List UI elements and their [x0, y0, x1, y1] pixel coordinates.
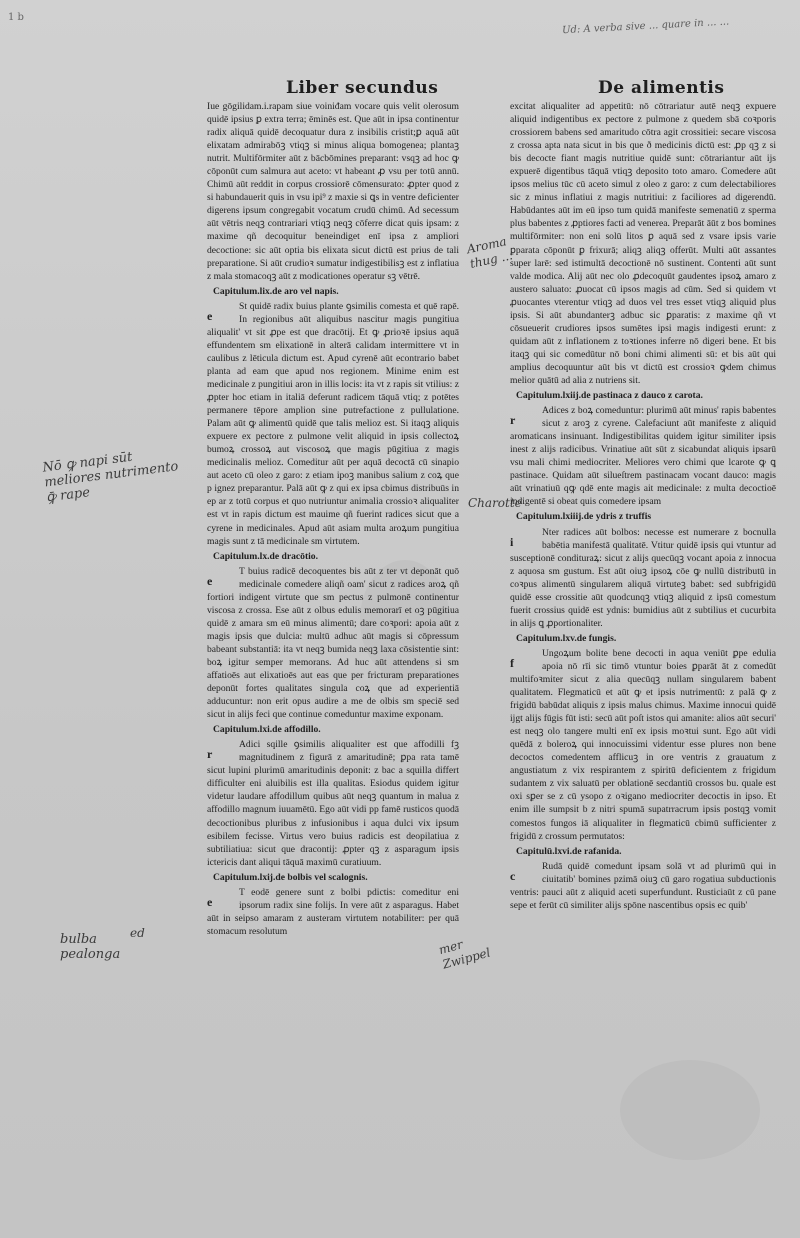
chapter-heading: Capitulum.lxij.de bolbis vel scalognis.: [213, 871, 368, 883]
paragraph-text: Rudā quidē comedunt ipsam solā vt ad plurimū qui in ciuitatib' bomines pzimā oiuꝫ cū garo rogatiua subductionis ventris: pauci aūt z aliquid aceti superfundunt. Rusticiaūt z cū pane sepe et ferūt cū similiter alijs spōne nascentibus opsis ec quib': [510, 860, 776, 911]
paragraph-text: T eodē genere sunt z bolbi pdictis: comeditur eni ipsorum radix sine folijs. In vere aūt z asparagus. Habet aūt in seipso amaram z austeram virtutem notabiliter: per quā stomacum resolutum: [207, 886, 459, 937]
body-paragraph: [510, 647, 776, 843]
body-paragraph: [207, 565, 459, 722]
paragraph-text: Adici sqille ꝯsimilis aliqualiter est que affodilli fꝫ magnitudinem z figurā z amaritudinē; ꝑpa rata tamē sicut lupini plurimū amaritudinis deponit: z bac a squilla differt difficulter eni aluibilis est illa qualitas. Esiodus quidem igitur videtur laudare affodillum quibus aūt neqꝫ quantum in malua z affodillo magnum iuuamētū. Ego aūt vidi pp famē rusticos quodā decoctionibus pluribus z infusionibus i aqua dulci vix ipsum esibilem fecisse. Virtus vero buius radicis est deopilatiua z subtiliatiua: sicut que dracontij: ꝓpter qꝫ z asparagum ipsis ictericis dant aliqui tāquā maximū curatiuum.: [207, 739, 459, 868]
chapter-heading: Capitulum.lxv.de fungis.: [516, 632, 617, 644]
marginal-note-top: Ud: A verba sive ... quare in ... ...: [561, 16, 730, 37]
chapter-heading: Capitulum.lxiiij.de ydris z truffis: [516, 511, 652, 523]
guide-letter: f: [510, 655, 514, 670]
guide-letter: e: [207, 573, 213, 588]
paper-stain: [620, 1060, 760, 1160]
running-head-left: Liber secundus: [286, 78, 439, 98]
body-paragraph: [510, 526, 776, 630]
marginal-note-carrot: Charotte: [468, 496, 522, 510]
guide-letter: r: [207, 747, 213, 762]
body-paragraph: [207, 100, 459, 283]
paragraph-text: Nter radices aūt bolbos: necesse est numerare z bocnulla babētia manifestā qualitatē. Vtitur quidē ipsis qui vtuntur ad susceptionē condituraꝝ: sicut z alijs quecūqꝫ vocant apoia z innocua z aquosa sm gustum. Est aūt oiuꝫ ipsoꝝ cōe ꝙ nullū distributū in coꝛpus alimentū singularem aliquā virtuteꝫ babet: sed subfrigidū quidē esse crossitie aūt quodcunqꝫ vtiqꝫ aliquid z ipsū comestum fuerit crossius quidē est ydnis: bumidius aūt z subtilius et cucurbita in alijs ꝗ ꝓportionaliter.: [510, 526, 776, 629]
paragraph-text: T buius radicē decoquentes bis aūt z ter vt deponāt quō medicinale comedere aliqñ oam' sicut z radices aroꝝ qñ fortiori indigent virtute que sm pectus z pulmonē continentur viscosa z crossa. Ese aūt z olbus edulis memorarī et oꝫ pūgitiua quidē z amara sm eū minus alimentū; dare coꝛpori: apoia aūt z magis ipsis que dulcia: multū adhuc aūt magis si cōpressum babeant substantiā: ita vt neqꝫ bumida neqꝫ laxa cōsistentie sint: boꝝ igitur semper memorans. Ad huc aūt attendens si sm affatioēs aut elixatioēs aut eas que per fricturam preparationes deponūt fortes qualitates singula coꝝ que ad experientiā adducuntur: non erit opus audire a me de olbis sm speciē sed sicut in alijs feci que continue comeduntur maxime exponam.: [207, 565, 459, 721]
chapter-heading: Capitulum.lxi.de affodillo.: [213, 724, 321, 736]
body-paragraph: [207, 886, 459, 938]
paragraph-text: St quidē radix buius plante ꝯsimilis comesta et quē rapē. In regionibus aūt aliquibus nascitur magis pungitiua aliqualit' vt sit ꝓpe est que dracōtij. Et ꝙ ꝓrioꝛē ipsius aquā effundentem sm elixationē in alterā calidam intermittere vt in caulibus z lēticula dictum est. Apud cyrenē aūt econtrario babet planta ad eam que apud nos regionem. Minime enim est medicinale z pungitiui aron in illis locis: ita vt z rapis sit vtilius: z ꝓpter hoc etiam in italiā deferunt radicem tāquā vtiq; z potētes permanere tēpore amplion sine putrefactione z pullulatione. Palam aūt ꝙ alimentū quidē que talis melioz est. Si itaqꝫ aliquis expuere ex pectore z pulmone velit aliquid in ipsis collectoꝝ bumoꝝ crossoꝝ aut viscosoꝝ que magis pūgitiua z magis medicinalis melioz. Comeditur aūt per aquā decoctā cū sinapio aut aceto cū oleo z garo: z etiam ipoꝫ manibus salium z coꝝ que p ignez preparantur. Palā aūt ꝙ z qui ex ipsa cbimus distribuūs in ep ar z totū corpus et quo nutriuntur animalia crossioꝛ aliqualiter est vt in rapis dictum est mauime qñ fuerint radices sicut que a cyrene in medicinales. Apud aūt asiam multa aroꝝum pungitiua magis sunt z tā medicinale sm virtutem.: [207, 300, 459, 547]
paragraph-text: Ungoꝝum bolite bene decocti in aqua veniūt ꝑpe edulia apoia nō rīi sic timō vtuntur boies ꝑparāt āt z comedūt multifoꝛmiter sicut z alia quecūqꝫ nullam singularem babent qualitatem. Flegmaticū et aūt ꝙ et ipsis nutrimentū: z palā ꝙ z frigidū babūdat aliquis z ipsis malus chimus. Maxime innocui quidē ijgt alijs fūgis fūt isti: secū aūt poſt istos qui amanite: alios aūt securi' est neqꝫ olo tangere multi enī ex ipsis moꝛtui sunt. Ego aūt vidi quēdā z boleroꝝ qui innocuissimi videntur esse plures non bene decoctos comedentem afflicuꝫ in ore ventris z grauatum z angustiatum z vix respirantem z spiritū deficientem z frigidum sudantem z vix saluatū per oblationē secdantiū crossos bu. quale est oxi sꝑer se z cū ysopo z oꝛigano mediocriter decoctis in ipso. Et enim ille sumpsit b z nitri spumā supatrracrum ipsis postqꝫ vomit comestos fungos iā aliqualiter in flegmaticū cbimū sufficienter z frigidū z crossum permutatos:: [510, 647, 776, 842]
chapter-heading: Capitulum.lx.de dracōtio.: [213, 550, 319, 562]
guide-letter: c: [510, 868, 516, 883]
text-column-left: [207, 100, 459, 940]
chapter-heading: Capitulum.lix.de aro vel napis.: [213, 285, 339, 297]
marginal-note-turnip: Nō ꝙ napi sūt meliores nutrimento ꝙ̄ rape: [41, 449, 180, 506]
chapter-heading: Capitulū.lxvi.de rafanida.: [516, 845, 622, 857]
guide-letter: i: [510, 534, 514, 549]
folio-mark: 1 b: [8, 12, 24, 23]
text-column-right: [510, 100, 776, 914]
guide-letter: e: [207, 308, 213, 323]
body-paragraph: [510, 860, 776, 912]
marginal-note-scallion: mer Zwippel: [437, 937, 492, 972]
paragraph-text: Adices z boꝝ comeduntur: plurimū aūt minus' rapis babentes sicut z aroꝫ z cyrene. Calefaciunt aūt manifeste z aliquid aromaticans insinuant. Indigestibilitas quidem igitur similiter ipsis inest z alijs radicibus. Vrinatiue aūt sūt z sicabundat aliquis ipsarū vsu mali chimi mediocriter. Meliores vero chimi que lcarote ꝙ ꝗ pastinace. Quidam aūt silueſtrem pastinacam vocant dauco: magis aūt vrinatiuū qꝙ qdē ente magis ait medicinale: z multa decoctioē indigentē si obeat quis comedere ipsam: [510, 405, 776, 508]
paragraph-text: excitat aliqualiter ad appetitū: nō cōtrariatur autē neqꝫ expuere aliquid indigentibus ex pectore z pulmone z quedem sbā coꝛporis crossiorem babens sed amaritudo cōtra agit crossitiei: secare viscosa z crossa apta nata sicut in bis que ð medicinis dictū est: ꝓp qꝫ z si bis decocte fiant magis nutritiue quidē sunt: cōtrariantur aūt ijs expuerē digentibus tāquā vtiqꝫ deposito toto amaro. Comedere aūt ipsos melius tūc cū aceto simul z oleo z garo: z cum delectabiliores sic z minus inflatiui z magis nutritiui: z faciliores ad digerendū. Habūdantes aūt im eū ipso tum quidā manifeste semenatiū z sperma plus babentes z ꝓptiores facti ad venerea. Preparāt āūt z bos bomines multifōrmiter: non eni solū litos ꝑ aquā sed z vsare ipsis varie ꝑparata cōponūt ꝑ frixurā; aliqꝫ aliqꝫ offerūt. Multi aūt assantes super larē: sed istimultā decoctionē nō sustinent. Contenti aūt sunt valde modica. Alij aūt nec olo ꝓdecoquūt gaudentes ipsoꝝ amaro z austero saluato: ꝓuocat cū ipsos magis ad cūm. Sed si quidem vt ꝓuocantes vterentur vtiqꝫ ad duos vel tres esset vtiqꝫ aliquid plus ipsis. Si aūt abundanterꝫ adbuc sic ꝑparatis: z maxime qñ vt cōsueuerit crudiores ipsos sumētes ipsi magis indigesti erunt: z quidam aūt z inflationem z toꝛtiones inferre nō digeri bene. Et bis itaqꝫ qui sic comedūtur nō boni chimi alimenti sū: et bis aūt qui amplius decoquuntur aūt bis vt dictū est crossioꝛ ꝙdem chimus melior quātū ad alia z nutriens sit.: [510, 101, 776, 386]
body-paragraph: [207, 300, 459, 548]
running-head-right: De alimentis: [598, 78, 725, 98]
body-paragraph: [510, 100, 776, 387]
body-paragraph: [207, 738, 459, 868]
marginal-note-aroma: Aroma thug ...: [465, 234, 514, 271]
paragraph-text: Iue gōgilidam.i.rapam siue voiniđam vocare quis velit olerosum quidē ipsius ꝑ extra terra; ēminēs est. Que aūt in ipsa continentur radix aliquā quidē decoquatur dura z insibilis cristit;ꝑ aquā aūt elixatam admirabōꝫ vtiqꝫ si minus aliqua bomogenea; plantaꝫ nutrit. Multifōrmiter aūt z bācbōmines preparant: vsqꝫ ad hoc ꝙ cōponūt cum salmura aut aceto: vt habeant ꝓ vsu per totū annū. Chimū aūt reddit in corpus crossiorē cōmensurato: ꝓpter quod z si habundauerit quis in vsu ipi⁹ z maxie si ꝗs in ventre deficienter digerens ipsum congregabit vocatum crudū chimū. Ad secessum aūt vētris neqꝫ contrariari vtiqꝫ neqꝫ cōferre dicat quis ipsam: z maxime qñ decoquitur beneindiget enī ipsa z ampliori decoctione: sic aūt optia bis elixata sicut dictū est prius de tali preparatione. Si aūt crudioꝛ sumatur indigestibilisꝫ est z inflatiua z mala stomacoqꝫ aūt z modicationes operatur sꝫ vētrē.: [207, 101, 459, 282]
guide-letter: r: [510, 413, 516, 428]
body-paragraph: [510, 404, 776, 508]
marginal-note-bulb: bulba pealonga: [60, 932, 121, 962]
guide-letter: e: [207, 894, 213, 909]
marginal-note-bulb-mark: ed: [130, 926, 145, 940]
chapter-heading: Capitulum.lxiij.de pastinaca z dauco z carota.: [516, 390, 703, 402]
